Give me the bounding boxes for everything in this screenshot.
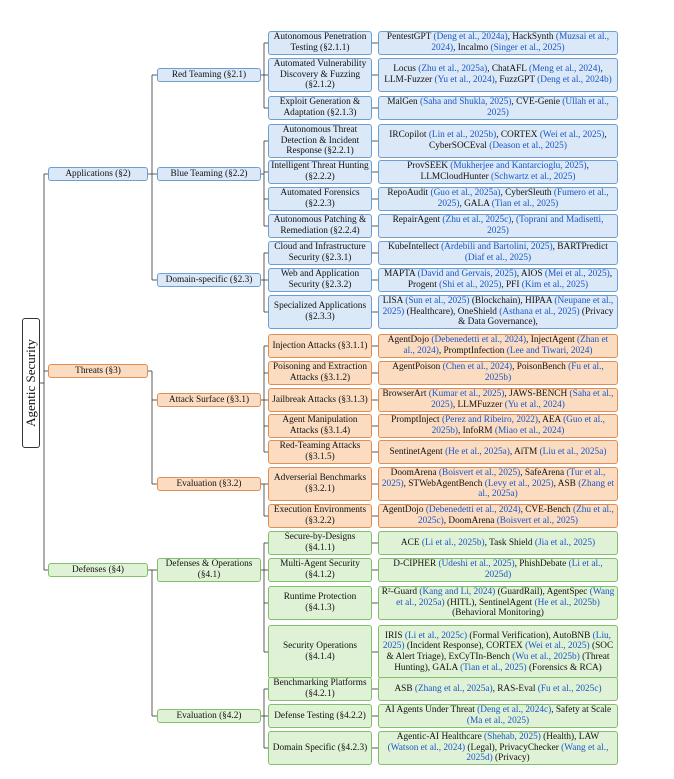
citation: (Tian et al., 2025) — [460, 662, 527, 673]
topic-works-11-text — [381, 335, 615, 356]
topic-autonomous-patching-remediation-2-2-4 — [268, 214, 372, 238]
topic-intelligent-threat-hunting-2-2-2-text: Intelligent Threat Hunting (§2.2.2) — [271, 161, 369, 182]
topic-defense-testing-4-2-2 — [268, 704, 372, 728]
topic-works-14-text — [381, 415, 615, 436]
topic-red-teaming-attacks-3-1-5-text: Red-Teaming Attacks (§3.1.5) — [279, 441, 361, 462]
work-name: , DoomArena — [443, 516, 497, 526]
work-name: (Privacy) — [492, 753, 530, 764]
citation: (Fu et al., 2025c) — [537, 683, 602, 694]
work-name: , PhishDebate — [514, 559, 569, 570]
citation: (Wei et al., 2025) — [525, 641, 590, 652]
subcategory-red-teaming-2-1-text: Red Teaming (§2.1) — [171, 69, 247, 80]
citation: (Saha et al., 2025) — [431, 389, 614, 410]
topic-works-11 — [378, 334, 618, 358]
work-name: AgentDojo — [387, 335, 432, 346]
citation: (Shi et al., 2025) — [439, 280, 502, 290]
topic-works-7 — [378, 214, 618, 238]
citation: (Wu et al., 2025b) — [512, 652, 580, 662]
subcategory-defenses-operations-4-1 — [157, 558, 261, 582]
work-name: , AEA — [538, 415, 564, 426]
topic-specialized-applications-2-3-3 — [268, 295, 372, 329]
topic-works-5-text — [381, 161, 615, 182]
topic-works-3-text — [381, 97, 615, 118]
citation: (Li et al., 2025d) — [484, 559, 603, 580]
work-name: R²-Guard — [381, 587, 420, 598]
topic-works-12 — [378, 361, 618, 385]
citation: (Kim et al., 2025) — [521, 280, 589, 290]
topic-intelligent-threat-hunting-2-2-2 — [268, 160, 372, 184]
topic-works-20 — [378, 586, 618, 620]
topic-works-20-text — [381, 587, 615, 619]
citation: (Miao et al., 2024) — [494, 426, 565, 436]
topic-works-23-text — [381, 705, 615, 726]
work-name: , ASB — [553, 478, 579, 489]
topic-works-22 — [378, 677, 618, 701]
topic-specialized-applications-2-3-3-text: Specialized Applications (§2.3.3) — [273, 301, 367, 322]
work-name: , PFI — [501, 280, 522, 290]
work-name: , LLMCloudHunter — [420, 161, 589, 182]
work-name: (Healthcare), OneShield — [404, 306, 500, 317]
citation: (Asthana et al., 2025) — [499, 306, 580, 317]
topic-works-7-text — [381, 215, 615, 236]
citation: (Perez and Ribeiro, 2022) — [441, 415, 539, 426]
topic-adverserial-benchmarks-3-2-1-text: Adverserial Benchmarks (§3.2.1) — [273, 473, 367, 494]
work-name: PromptInject — [391, 415, 442, 426]
topic-works-21-text — [381, 631, 615, 673]
work-name: , Task Shield — [484, 537, 535, 548]
topic-security-operations-4-1-4 — [268, 625, 372, 679]
topic-exploit-generation-adaptation-2-1-3-text: Exploit Generation & Adaptation (§2.1.3) — [279, 97, 361, 118]
topic-agent-manipulation-attacks-3-1-4-text: Agent Manipulation Attacks (§3.1.4) — [282, 415, 358, 436]
work-name: , BARTPredict — [552, 242, 608, 253]
topic-red-teaming-attacks-3-1-5 — [268, 440, 372, 464]
category-threats-3-text: Threats (§3) — [75, 365, 121, 376]
citation: (Boisvert et al., 2025) — [438, 468, 521, 479]
topic-works-4-text — [381, 130, 615, 151]
topic-works-2-text — [381, 64, 615, 85]
root-node-agentic-security — [22, 318, 40, 448]
citation: (Fu et al., 2025b) — [484, 362, 604, 383]
citation: (Tian et al., 2025) — [491, 199, 559, 209]
work-name: MalGen — [387, 97, 421, 108]
topic-works-3 — [378, 96, 618, 120]
work-name: , PromptInfection — [438, 346, 507, 356]
work-name: , — [511, 215, 517, 226]
work-name: , CORTEX — [496, 130, 540, 141]
work-name: , AiTM — [509, 446, 540, 457]
subcategory-defenses-operations-4-1-text: Defenses & Operations (§4.1) — [165, 559, 253, 580]
topic-works-10 — [378, 295, 618, 329]
topic-works-21 — [378, 625, 618, 679]
citation: (Deason et al., 2025) — [489, 141, 567, 151]
work-name: , InjectAgent — [526, 335, 577, 346]
subcategory-attack-surface-3-1-text: Attack Surface (§3.1) — [168, 394, 250, 405]
topic-works-15-text — [390, 447, 607, 458]
citation: (Ma et al., 2025) — [466, 716, 530, 726]
citation: (Udeshi et al., 2025) — [438, 559, 515, 570]
citation: (Wang et al., 2025a) — [396, 587, 615, 608]
topic-web-and-application-security-2-3-2 — [268, 268, 372, 292]
topic-works-15 — [378, 440, 618, 464]
work-name: , JAWS-BENCH — [504, 389, 570, 400]
topic-poisoning-and-extraction-attacks-3-1-2 — [268, 361, 372, 385]
citation: (Tur et al., 2025) — [381, 468, 606, 489]
citation: (He et al., 2025b) — [534, 597, 600, 608]
subcategory-domain-specific-2-3-text: Domain-specific (§2.3) — [165, 274, 253, 285]
topic-works-8-text — [381, 242, 615, 263]
citation: (Debenedetti et al., 2024) — [431, 335, 527, 346]
work-name: (Blockchain), HIPAA — [469, 296, 555, 307]
topic-injection-attacks-3-1-1-text: Injection Attacks (§3.1.1) — [272, 340, 368, 351]
citation: (Yu et al., 2024) — [504, 400, 565, 410]
topic-works-16 — [378, 467, 618, 501]
work-name: SentinetAgent — [389, 446, 446, 457]
topic-works-2 — [378, 58, 618, 92]
topic-benchmarking-platforms-4-2-1 — [268, 677, 372, 701]
work-name: PentestGPT — [386, 32, 434, 43]
topic-multi-agent-security-4-1-2 — [268, 558, 372, 582]
topic-multi-agent-security-4-1-2-text: Multi-Agent Security (§4.1.2) — [280, 559, 360, 580]
work-name: , HackSynth — [507, 32, 556, 43]
citation: (Diaf et al., 2025) — [464, 253, 532, 263]
citation: (Mukherjee and Kantarcioglu, 2025) — [450, 161, 587, 172]
citation: (Zhu et al., 2025c) — [442, 215, 512, 226]
work-name: LISA — [382, 296, 406, 307]
subcategory-domain-specific-2-3 — [157, 273, 261, 287]
topic-works-24-text — [381, 732, 615, 764]
work-name: , Incalmo — [453, 43, 491, 53]
work-name: (GuardRail), AgentSpec — [495, 587, 590, 598]
citation: (Saha and Shukla, 2025) — [420, 97, 512, 108]
citation: (David and Gervais, 2025) — [417, 269, 517, 280]
topic-automated-forensics-2-2-3 — [268, 187, 372, 211]
topic-works-9-text — [381, 269, 615, 290]
category-defenses-4 — [48, 563, 148, 577]
topic-works-13 — [378, 388, 618, 412]
topic-works-16-text — [381, 468, 615, 500]
topic-works-4 — [378, 124, 618, 158]
topic-jailbreak-attacks-3-1-3-text: Jailbreak Attacks (§3.1.3) — [272, 394, 368, 405]
work-name: , CVE-Genie — [511, 97, 563, 108]
citation: (Singer et al., 2025) — [490, 43, 565, 53]
topic-works-8 — [378, 241, 618, 265]
citation: (Toprani and Madisetti, 2025) — [487, 215, 604, 236]
topic-security-operations-4-1-4-text: Security Operations (§4.1.4) — [282, 641, 358, 662]
citation: (Ardebili and Bartolini, 2025) — [441, 242, 553, 253]
work-name: , LLM-Fuzzer — [384, 64, 603, 85]
citation: (Mei et al., 2025) — [544, 269, 610, 280]
citation: (Lee and Tiwari, 2024) — [506, 346, 593, 356]
citation: (Guo et al., 2025a) — [430, 188, 501, 199]
work-name: AgentDojo — [382, 505, 426, 516]
topic-benchmarking-platforms-4-2-1-text: Benchmarking Platforms (§4.2.1) — [273, 678, 367, 699]
category-applications-2 — [48, 167, 148, 181]
topic-works-18 — [378, 531, 618, 555]
category-applications-2-text: Applications (§2) — [65, 168, 131, 179]
subcategory-evaluation-3-2 — [157, 477, 261, 491]
work-name: (Privacy & Data Governance), — [458, 306, 614, 328]
work-name: DoomArena — [390, 468, 439, 479]
citation: (Muzsai et al., 2024) — [431, 32, 610, 53]
work-name: KubeIntellect — [388, 242, 442, 253]
topic-domain-specific-4-2-3 — [268, 731, 372, 765]
citation: (Guo et al., 2025b) — [431, 415, 605, 436]
topic-works-19-text — [381, 559, 615, 580]
work-name: , CyberSOCEval — [429, 130, 607, 151]
work-name: (SOC & Alert Triage), ExCyTIn-Bench — [386, 641, 614, 662]
category-threats-3 — [48, 364, 148, 378]
citation: (Kang and Li, 2024) — [419, 587, 496, 598]
work-name: IRCopilot — [389, 130, 429, 141]
citation: (Schwartz et al., 2025) — [491, 172, 576, 182]
citation: (Fumero et al., 2025) — [437, 188, 609, 209]
citation: (Watson et al., 2024) — [387, 742, 466, 753]
work-name: (Threat Hunting), GALA — [394, 652, 610, 673]
citation: (Debenedetti et al., 2024) — [425, 505, 521, 516]
work-name: IRIS — [384, 630, 405, 641]
work-name: , Progent — [407, 269, 613, 290]
citation: (Yu et al., 2024) — [434, 75, 495, 85]
citation: (Kumar et al., 2025) — [428, 389, 505, 400]
topic-works-9 — [378, 268, 618, 292]
subcategory-evaluation-3-2-text: Evaluation (§3.2) — [176, 478, 242, 489]
subcategory-blue-teaming-2-2-text: Blue Teaming (§2.2) — [170, 168, 248, 179]
topic-automated-forensics-2-2-3-text: Automated Forensics (§2.2.3) — [280, 188, 360, 209]
topic-works-12-text — [381, 362, 615, 383]
subcategory-evaluation-4-2 — [157, 709, 261, 723]
citation: (Wei et al., 2025) — [539, 130, 605, 141]
topic-injection-attacks-3-1-1 — [268, 334, 372, 358]
work-name: (Formal Verification), AutoBNB — [467, 630, 593, 641]
subcategory-blue-teaming-2-2 — [157, 167, 261, 181]
citation: (Wang et al., 2025d) — [466, 742, 609, 764]
topic-works-24 — [378, 731, 618, 765]
citation: (Deng et al., 2024a) — [433, 32, 508, 43]
topic-runtime-protection-4-1-3-text: Runtime Protection (§4.1.3) — [283, 592, 357, 613]
work-name: , Safety at Scale — [551, 705, 612, 716]
topic-web-and-application-security-2-3-2-text: Web and Application Security (§2.3.2) — [280, 269, 360, 290]
work-name: , SafeArena — [520, 468, 567, 479]
work-name: , ChatAFL — [487, 64, 529, 75]
topic-works-19 — [378, 558, 618, 582]
topic-exploit-generation-adaptation-2-1-3 — [268, 96, 372, 120]
topic-automated-vulnerability-discovery-fuzzing-2-1-2 — [268, 58, 372, 92]
topic-works-6-text — [381, 188, 615, 209]
work-name: BrowserArt — [382, 389, 429, 400]
topic-works-10-text — [381, 296, 615, 328]
work-name: MAPTA — [383, 269, 418, 280]
topic-works-5 — [378, 160, 618, 184]
citation: (Ullah et al., 2025) — [487, 97, 609, 118]
citation: (Liu et al., 2025a) — [539, 446, 607, 457]
topic-poisoning-and-extraction-attacks-3-1-2-text: Poisoning and Extraction Attacks (§3.1.2) — [273, 362, 367, 383]
citation: (Li et al., 2025b) — [421, 537, 485, 548]
citation: (Neupane et al., 2025) — [382, 296, 614, 317]
citation: (Lin et al., 2025b) — [428, 130, 497, 141]
topic-works-1 — [378, 31, 618, 55]
citation: (Zhang et al., 2025a) — [478, 478, 615, 500]
subcategory-attack-surface-3-1 — [157, 393, 261, 407]
topic-works-22-text — [394, 684, 601, 695]
work-name: RepairAgent — [392, 215, 443, 226]
topic-autonomous-patching-remediation-2-2-4-text: Autonomous Patching & Remediation (§2.2.4) — [273, 215, 367, 236]
citation: (Jia et al., 2025) — [534, 537, 596, 548]
topic-jailbreak-attacks-3-1-3 — [268, 388, 372, 412]
citation: (Shehab, 2025) — [484, 732, 541, 743]
topic-domain-specific-4-2-3-text: Domain Specific (§4.2.3) — [272, 742, 368, 753]
topic-autonomous-penetration-testing-2-1-1 — [268, 31, 372, 55]
work-name: , CyberSleuth — [500, 188, 554, 199]
work-name: AgentPoison — [392, 362, 443, 373]
work-name: , PoisonBench — [512, 362, 569, 373]
category-defenses-4-text: Defenses (§4) — [72, 564, 124, 575]
work-name: ASB — [394, 683, 415, 694]
topic-cloud-and-infrastructure-security-2-3-1 — [268, 241, 372, 265]
citation: (Li et al., 2025c) — [404, 630, 468, 641]
citation: (Zhang et al., 2025a) — [414, 683, 493, 694]
work-name: , RAS-Eval — [492, 683, 538, 694]
work-name: (HITL), SentinelAgent — [444, 597, 535, 608]
work-name: (Behavioral Monitoring) — [452, 608, 544, 619]
citation: (Zhu et al., 2025a) — [418, 64, 488, 75]
citation: (Zhu et al., 2025c) — [417, 505, 614, 526]
topic-works-17 — [378, 504, 618, 528]
topic-works-17-text — [381, 505, 615, 526]
work-name: , CVE-Bench — [520, 505, 573, 516]
work-name: (Incident Response), CORTEX — [404, 641, 526, 652]
work-name: (Health), LAW — [540, 732, 600, 743]
work-name: D-CIPHER — [393, 559, 439, 570]
citation: (Sun et al., 2025) — [405, 296, 470, 307]
topic-agent-manipulation-attacks-3-1-4 — [268, 414, 372, 438]
work-name: ProvSEEK — [407, 161, 451, 172]
citation: (Levy et al., 2025) — [484, 478, 554, 489]
citation: (Chen et al., 2024) — [442, 362, 513, 373]
topic-adverserial-benchmarks-3-2-1 — [268, 467, 372, 501]
citation: (Deng et al., 2024b) — [537, 75, 612, 85]
citation: (Boisvert et al., 2025) — [496, 516, 579, 526]
citation: (Deng et al., 2024c) — [477, 705, 552, 716]
work-name: Locus — [393, 64, 419, 75]
topic-automated-vulnerability-discovery-fuzzing-2-1-2-text: Automated Vulnerability Discovery & Fuzzing (§2.1.2) — [273, 59, 367, 91]
subcategory-evaluation-4-2-text: Evaluation (§4.2) — [176, 710, 242, 721]
topic-secure-by-designs-4-1-1-text: Secure-by-Designs (§4.1.1) — [284, 532, 356, 553]
work-name: AI Agents Under Threat — [384, 705, 478, 716]
topic-works-18-text — [401, 538, 595, 549]
topic-works-14 — [378, 414, 618, 438]
topic-runtime-protection-4-1-3 — [268, 586, 372, 620]
topic-works-1-text — [381, 32, 615, 53]
work-name: , FuzzGPT — [494, 75, 538, 85]
topic-works-6 — [378, 187, 618, 211]
work-name: (Forensics & RCA) — [526, 662, 602, 673]
citation: (Zhan et al., 2024) — [403, 335, 609, 356]
topic-autonomous-threat-detection-incident-response-2-2-1-text: Autonomous Threat Detection & Incident Response (§2.2.1) — [280, 125, 360, 157]
work-name: RepoAudit — [387, 188, 431, 199]
topic-secure-by-designs-4-1-1 — [268, 531, 372, 555]
root-label: Agentic Security — [23, 339, 39, 427]
work-name: , AIOS — [516, 269, 545, 280]
topic-autonomous-threat-detection-incident-response-2-2-1 — [268, 124, 372, 158]
citation: (He et al., 2025a) — [445, 446, 510, 457]
topic-execution-environments-3-2-2-text: Execution Environments (§3.2.2) — [273, 505, 367, 526]
topic-autonomous-penetration-testing-2-1-1-text: Autonomous Penetration Testing (§2.1.1) — [273, 32, 367, 53]
subcategory-red-teaming-2-1 — [157, 68, 261, 82]
topic-works-23 — [378, 704, 618, 728]
work-name: (Legal), PrivacyChecker — [465, 742, 562, 753]
work-name: , GALA — [459, 199, 492, 209]
work-name: ACE — [400, 537, 422, 548]
work-name: , LLMFuzzer — [452, 400, 505, 410]
topic-cloud-and-infrastructure-security-2-3-1-text: Cloud and Infrastructure Security (§2.3.1) — [274, 242, 366, 263]
citation: (Liu, 2025) — [382, 630, 612, 652]
work-name: , InfoRM — [457, 426, 495, 436]
topic-works-13-text — [381, 389, 615, 410]
citation: (Meng et al., 2024) — [528, 64, 601, 75]
work-name: , STWebAgentBench — [403, 478, 485, 489]
topic-defense-testing-4-2-2-text: Defense Testing (§4.2.2) — [274, 710, 366, 721]
topic-execution-environments-3-2-2 — [268, 504, 372, 528]
work-name: Agentic-AI Healthcare — [396, 732, 485, 743]
